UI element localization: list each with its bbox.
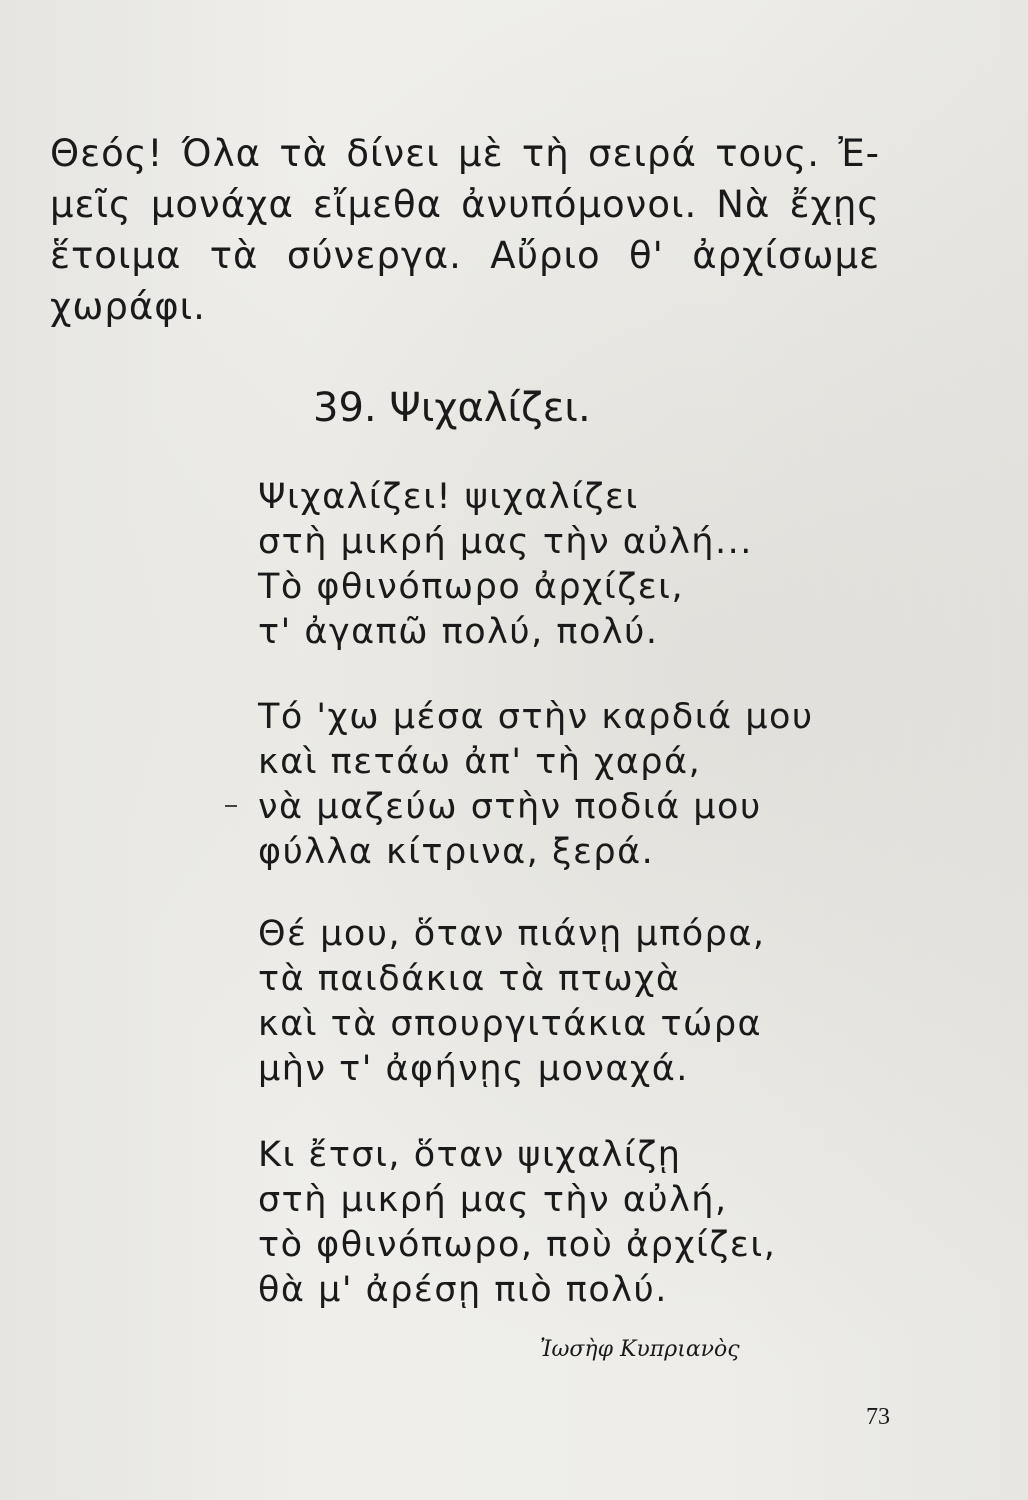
intro-line: ἕτοιμα τὰ σύνεργα. Αὔριο θ' ἀρχίσωμε [50,234,880,277]
verse: καὶ τὰ σπουργιτάκια τώρα [258,1004,763,1044]
verse: θὰ μ' ἀρέσῃ πιὸ πολύ. [258,1270,668,1310]
ink-dash-mark [225,805,237,807]
verse: Ψιχαλίζει! ψιχαλίζει [258,477,639,517]
verse: τὸ φθινόπωρο, ποὺ ἀρχίζει, [258,1225,777,1265]
poem-author: Ἰωσὴφ Κυπριανὸς [540,1337,740,1362]
intro-line: χωράφι. [50,285,206,328]
stanza [258,695,814,875]
stanza [258,1133,776,1313]
intro-paragraph [50,128,880,332]
verse: φύλλα κίτρινα, ξερά. [258,832,655,872]
verse: τ' ἀγαπῶ πολύ, πολύ. [258,612,659,652]
page-number: 73 [866,1404,890,1430]
verse: καὶ πετάω ἀπ' τὴ χαρά, [258,742,702,782]
verse: στὴ μικρή μας τὴν αὐλή... [258,522,753,562]
verse: Θέ μου, ὅταν πιάνῃ μπόρα, [258,914,766,954]
verse: Κι ἔτσι, ὅταν ψιχαλίζῃ [258,1135,682,1175]
verse: Τό 'χω μέσα στὴν καρδιά μου [258,697,814,737]
poem-title: 39. Ψιχαλίζει. [313,385,591,431]
verse: τὰ παιδάκια τὰ πτωχὰ [258,959,681,999]
verse: μὴν τ' ἀφήνῃς μοναχά. [258,1049,689,1089]
intro-line: μεῖς μονάχα εἴμεθα ἀνυπόμονοι. Νὰ ἔχῃς [50,183,880,226]
intro-line: Θεός! Όλα τὰ δίνει μὲ τὴ σειρά τους. Ἐ- [50,132,880,175]
stanza [258,912,766,1092]
verse: στὴ μικρή μας τὴν αὐλή, [258,1180,728,1220]
stanza [258,475,753,655]
verse: Τὸ φθινόπωρο ἀρχίζει, [258,567,685,607]
verse: νὰ μαζεύω στὴν ποδιά μου [258,787,762,827]
